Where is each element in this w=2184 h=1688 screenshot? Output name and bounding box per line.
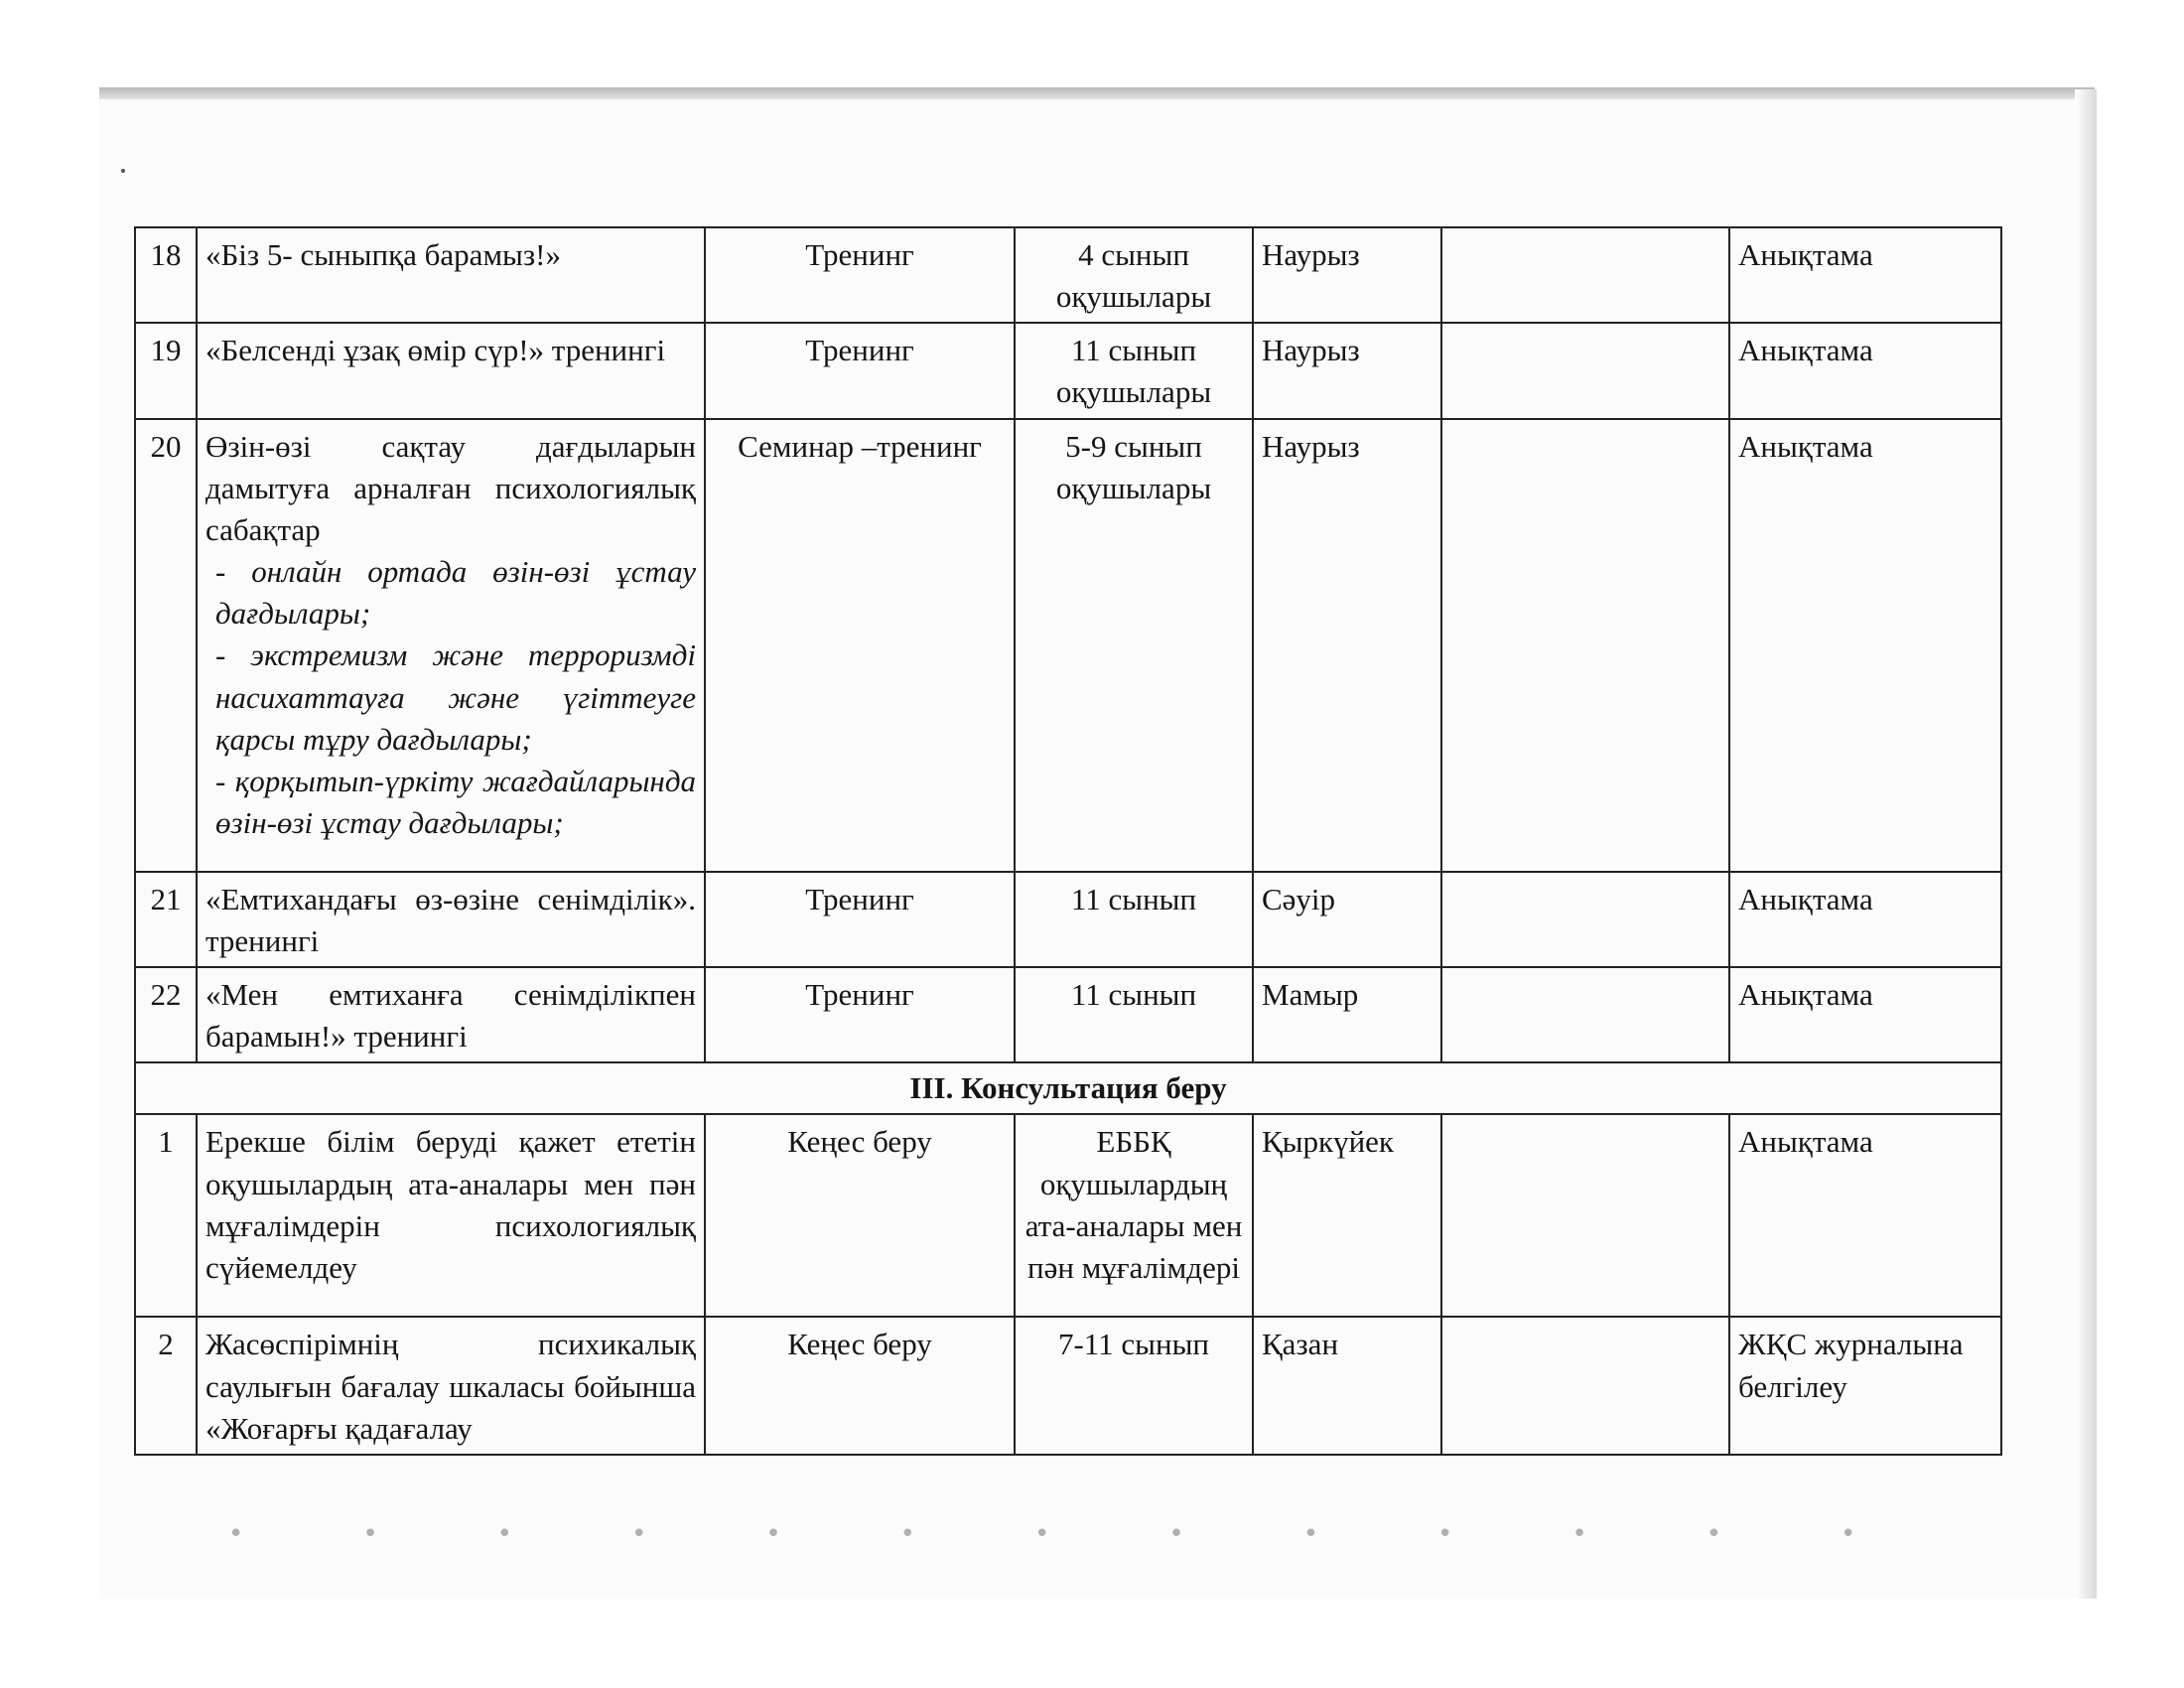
responsible (1441, 967, 1729, 1062)
month: Наурыз (1253, 419, 1441, 872)
event-name-main: Өзін-өзі сақтау дағдыларын дамытуға арналған психологиялық сабақтар (205, 428, 696, 547)
event-name: «Мен емтиханға сенімділікпен барамын!» тренингі (197, 967, 705, 1062)
section-header-row (135, 1062, 2001, 1114)
month: Сәуір (1253, 872, 1441, 967)
event-form: Тренинг (705, 967, 1015, 1062)
event-name: Ерекше білім беруді қажет ететін оқушылардың ата-аналары мен пән мұғалімдерін психологиялық сүйемелдеу (197, 1114, 705, 1317)
page-right-shadow (2075, 89, 2097, 1599)
target-group: ЕББҚ оқушылардың ата-аналары мен пән мұғалімдері (1015, 1114, 1253, 1317)
responsible (1441, 872, 1729, 967)
row-number: 2 (135, 1317, 197, 1454)
responsible (1441, 323, 1729, 418)
table-row (135, 872, 2001, 967)
responsible (1441, 1317, 1729, 1454)
result-form: Анықтама (1729, 323, 2001, 418)
row-number: 19 (135, 323, 197, 418)
row-number: 1 (135, 1114, 197, 1317)
row-number: 22 (135, 967, 197, 1062)
event-subitem: - қорқытып-үркіту жағдайларында өзін-өзі ұстау дағдылары; (215, 763, 696, 841)
event-subitem: - экстремизм және терроризмді насихаттауға және үгіттеуге қарсы тұру дағдылары; (215, 637, 696, 757)
result-form: Анықтама (1729, 1114, 2001, 1317)
result-form: Анықтама (1729, 227, 2001, 323)
target-group: 11 сынып (1015, 872, 1253, 967)
month: Қазан (1253, 1317, 1441, 1454)
responsible (1441, 1114, 1729, 1317)
row-number: 21 (135, 872, 197, 967)
event-name: «Емтихандағы өз-өзіне сенімділік». тренингі (197, 872, 705, 967)
event-form: Кеңес беру (705, 1114, 1015, 1317)
month: Мамыр (1253, 967, 1441, 1062)
row-number: 20 (135, 419, 197, 872)
month: Наурыз (1253, 227, 1441, 323)
scan-speck (121, 169, 125, 173)
result-form: Анықтама (1729, 419, 2001, 872)
event-name (197, 419, 705, 872)
target-group: 4 сынып оқушылары (1015, 227, 1253, 323)
row-number: 18 (135, 227, 197, 323)
event-name: Жасөспірімнің психикалық саулығын бағалау шкаласы бойынша «Жоғарғы қадағалау (197, 1317, 705, 1454)
event-form: Тренинг (705, 227, 1015, 323)
target-group: 11 сынып (1015, 967, 1253, 1062)
event-name: «Белсенді ұзақ өмір сүр!» тренингі (197, 323, 705, 418)
target-group: 7-11 сынып (1015, 1317, 1253, 1454)
table-row (135, 227, 2001, 323)
responsible (1441, 227, 1729, 323)
table-row (135, 323, 2001, 418)
month: Қыркүйек (1253, 1114, 1441, 1317)
event-form: Кеңес беру (705, 1317, 1015, 1454)
target-group: 11 сынып оқушылары (1015, 323, 1253, 418)
event-form: Тренинг (705, 323, 1015, 418)
scan-artifact-dots: ••••••••••••• (228, 1519, 1976, 1549)
work-plan-table (134, 226, 2002, 1456)
result-form: Анықтама (1729, 967, 2001, 1062)
target-group: 5-9 сынып оқушылары (1015, 419, 1253, 872)
event-name: «Біз 5- сыныпқа барамыз!» (197, 227, 705, 323)
result-form: ЖҚС журналына белгілеу (1729, 1317, 2001, 1454)
result-form: Анықтама (1729, 872, 2001, 967)
table-row (135, 967, 2001, 1062)
table-row (135, 1114, 2001, 1317)
table-row (135, 419, 2001, 872)
responsible (1441, 419, 1729, 872)
event-form: Тренинг (705, 872, 1015, 967)
section-title: III. Консультация беру (135, 1062, 2001, 1114)
event-form: Семинар –тренинг (705, 419, 1015, 872)
month: Наурыз (1253, 323, 1441, 418)
event-subitem: - онлайн ортада өзін-өзі ұстау дағдылары; (215, 554, 696, 632)
table-row (135, 1317, 2001, 1454)
